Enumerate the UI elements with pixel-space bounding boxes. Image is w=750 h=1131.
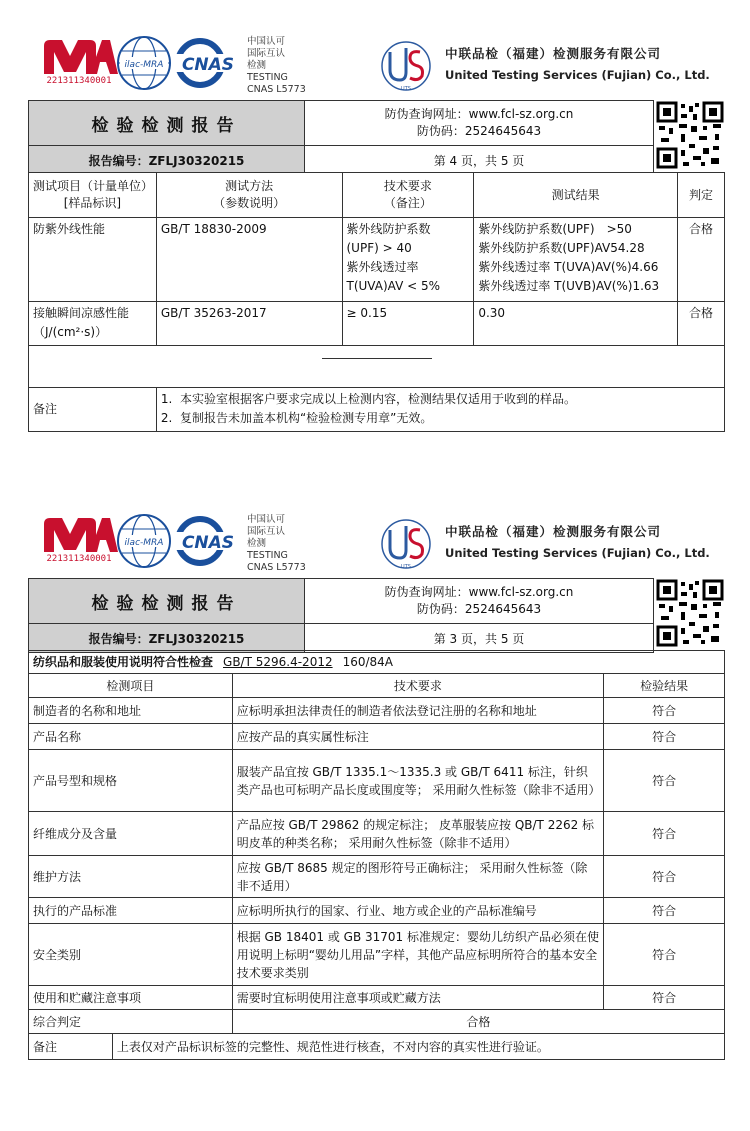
qr-code-icon [655, 578, 725, 648]
report-number: 报告编号：ZFLJ30320215 [29, 624, 305, 652]
svg-text:CNAS: CNAS [181, 55, 235, 75]
table-header-row: 检测项目 技术要求 检验结果 [29, 674, 725, 698]
svg-text:ilac-MRA: ilac-MRA [124, 60, 164, 70]
cnas-logo-icon [170, 516, 242, 566]
ilac-mra-logo-icon [116, 513, 172, 569]
report-title-block [28, 578, 654, 653]
overall-verdict-row: 综合判定 合格 [29, 1010, 725, 1034]
accreditation-text: 中国认可 国际互认 检测 TESTING CNAS L5773 [247, 514, 306, 573]
report-header [0, 0, 750, 100]
page-indicator: 第 4 页，共 5 页 [433, 153, 525, 168]
lab-name: 中联品检（福建）检测服务有限公司 United Testing Services (Fujian) Co., Ltd. [445, 46, 710, 82]
remark-row: 备注 上表仅对产品标识标签的完整性、规范性进行核查，不对内容的真实性进行验证。 [29, 1034, 725, 1060]
table-row: 安全类别 根据 GB 18401 或 GB 31701 标准规定：婴幼儿纺织产品必须在使用说明上标明“婴幼儿用品”字样，其他产品应标明所符合的基本安全技术要求类别 符合 [29, 924, 725, 986]
uts-logo-icon [380, 38, 432, 94]
lab-name: 中联品检（福建）检测服务有限公司 United Testing Services (Fujian) Co., Ltd. [445, 524, 710, 560]
svg-text:UTS: UTS [401, 86, 411, 92]
end-of-table-line [322, 358, 432, 359]
anti-fake-code: 防伪码：2524645643 [416, 124, 542, 138]
report-title: 检验检测报告 [29, 101, 305, 145]
note-item: 1. 本实验室根据客户要求完成以上检测内容，检测结果仅适用于收到的样品。 [160, 392, 576, 406]
anti-fake-info [305, 579, 653, 623]
table-row: 纤维成分及含量 产品应按 GB/T 29862 的规定标注； 皮革服装应按 QB/T 2262 标明皮革的种类名称； 采用耐久性标签（除非不适用） 符合 [29, 812, 725, 856]
cma-logo-icon: 221311340001 [40, 516, 118, 564]
report-title-block [28, 100, 654, 175]
report-header [0, 478, 750, 578]
anti-fake-url[interactable]: 防伪查询网址：www.fcl-sz.org.cn [384, 585, 574, 599]
anti-fake-code: 防伪码：2524645643 [416, 602, 542, 616]
anti-fake-url[interactable]: 防伪查询网址：www.fcl-sz.org.cn [384, 107, 574, 121]
svg-text:ilac-MRA: ilac-MRA [124, 538, 164, 548]
table-row: 使用和贮藏注意事项 需要时宜标明使用注意事项或贮藏方法 符合 [29, 986, 725, 1010]
accreditation-text: 中国认可 国际互认 检测 TESTING CNAS L5773 [247, 36, 306, 95]
report-page-4 [0, 0, 750, 425]
table-row: 执行的产品标准 应标明所执行的国家、行业、地方或企业的产品标准编号 符合 [29, 898, 725, 924]
table-row: 维护方法 应按 GB/T 8685 规定的图形符号正确标注； 采用耐久性标签（除非不适用） 符合 [29, 856, 725, 898]
note-item: 2. 复制报告未加盖本机构“检验检测专用章”无效。 [160, 411, 433, 425]
check-title: 纺织品和服装使用说明符合性检查 [33, 655, 214, 669]
qr-code-icon [655, 100, 725, 170]
table-row: 产品名称 应按产品的真实属性标注 符合 [29, 724, 725, 750]
uts-logo-icon [380, 516, 432, 572]
table-row: 制造者的名称和地址 应标明承担法律责任的制造者依法登记注册的名称和地址 符合 [29, 698, 725, 724]
notes-row: 备注 1. 本实验室根据客户要求完成以上检测内容，检测结果仅适用于收到的样品。 2. 复制报告未加盖本机构“检验检测专用章”无效。 [29, 388, 725, 432]
table-row: 接触瞬间凉感性能 （J/(cm²·s)） GB/T 35263-2017 ≥ 0.15 0.30 合格 [29, 302, 725, 346]
check-title-row [29, 651, 725, 674]
table-header-row: 测试项目（计量单位） [样品标识] 测试方法 （参数说明） 技术要求 （备注） 测试结果 判定 [29, 173, 725, 218]
label-compliance-table [28, 650, 725, 1060]
page-indicator: 第 3 页，共 5 页 [433, 631, 525, 646]
svg-text:CNAS: CNAS [181, 533, 235, 553]
standard-number: GB/T 5296.4-2012 [223, 655, 333, 669]
sample-size: 160/84A [342, 655, 394, 669]
report-page-3 [0, 478, 750, 646]
table-row: 产品号型和规格 服装产品宜按 GB/T 1335.1～1335.3 或 GB/T 6411 标注，针织类产品也可标明产品长度或围度等； 采用耐久性标签（除非不适用） 符合 [29, 750, 725, 812]
table-row: 防紫外线性能 GB/T 18830-2009 紫外线防护系数 (UPF) > 40 紫外线透过率 T(UVA)AV < 5% 紫外线防护系数(UPF) >50 紫外线防护系数(UPF)AV54.28 紫外线透过率 T(UVA)AV(%)4.66 紫外线透过率 T(UVB)AV(%)1.63 合格 [29, 218, 725, 302]
cnas-logo-icon [170, 38, 242, 88]
end-marker-row [29, 346, 725, 388]
report-number: 报告编号：ZFLJ30320215 [29, 146, 305, 174]
svg-text:UTS: UTS [401, 564, 411, 570]
anti-fake-info [305, 101, 653, 145]
test-results-table [28, 172, 725, 432]
ilac-mra-logo-icon [116, 35, 172, 91]
report-title: 检验检测报告 [29, 579, 305, 623]
cma-logo-icon: 221311340001 [40, 38, 118, 86]
